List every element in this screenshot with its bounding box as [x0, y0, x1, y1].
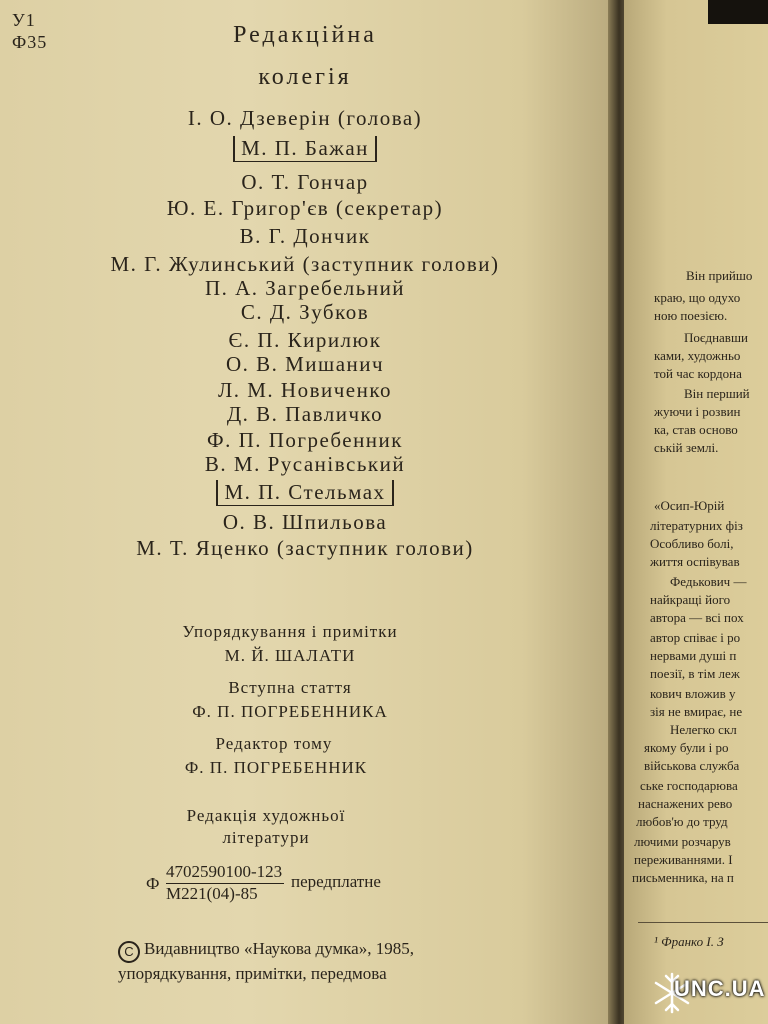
division-line1: Редакція художньої	[186, 806, 346, 825]
text-line: Особливо болі,	[650, 536, 734, 551]
board-member: М. Г. Жулинський (заступник голови)	[110, 252, 500, 276]
text-line: переживаннями. І	[634, 852, 733, 867]
division-line2: літератури	[222, 828, 310, 847]
board-title-line2: колегія	[258, 64, 352, 90]
watermark	[652, 968, 768, 1018]
intro-name: Ф. П. ПОГРЕБЕННИКА	[192, 702, 388, 721]
board-member-boxed	[15, 480, 595, 506]
copyright	[118, 938, 414, 985]
board-member: С. Д. Зубков	[240, 300, 370, 324]
text-line: Він перший	[684, 386, 750, 401]
arrangement-label: Упорядкування і примітки	[182, 622, 398, 641]
board-member: Ю. Е. Григор'єв (секретар)	[166, 196, 444, 220]
text-line: жуючи і розвин	[654, 404, 741, 419]
board-member: Д. В. Павличко	[226, 402, 384, 426]
background-corner	[708, 0, 768, 24]
text-line: любов'ю до труд	[636, 814, 728, 829]
board-member: Є. П. Кирилюк	[228, 328, 382, 352]
board-member: В. Г. Дончик	[239, 224, 371, 248]
text-line: автор співає і ро	[650, 630, 741, 645]
text-line: Федькович —	[670, 574, 747, 589]
text-line: той час кордона	[654, 366, 742, 381]
text-line: ною поезією.	[654, 308, 728, 323]
text-line: Він прийшо	[686, 268, 753, 283]
copyright-line2: упорядкування, примітки, передмова	[118, 964, 387, 983]
text-line: автора — всі пох	[650, 610, 744, 625]
board-member-name: М. П. Бажан	[233, 136, 377, 162]
text-line: кович вложив у	[650, 686, 736, 701]
text-line: життя оспівував	[650, 554, 740, 569]
right-page	[624, 0, 768, 1024]
board-member: Л. М. Новиченко	[218, 378, 392, 402]
text-line: нервами душі п	[650, 648, 737, 663]
text-line: військова служба	[644, 758, 740, 773]
text-line: Поєднавши	[684, 330, 748, 345]
text-line: ками, художньо	[654, 348, 741, 363]
text-line: літературних фіз	[650, 518, 743, 533]
board-member-name: М. П. Стельмах	[216, 480, 393, 506]
board-title-line1: Редакційна	[233, 22, 377, 48]
board-member: Ф. П. Погребенник	[206, 428, 403, 452]
board-member: О. В. Шпильова	[222, 510, 388, 534]
board-member: М. Т. Яценко (заступник голови)	[136, 536, 474, 560]
code-numerator: 4702590100-123	[166, 862, 283, 881]
text-line: лючими розчарув	[634, 834, 731, 849]
text-line: зія не вмирає, не	[650, 704, 743, 719]
watermark-text: UNC.UA	[674, 976, 766, 1001]
text-line: «Осип-Юрій	[654, 498, 725, 513]
text-line: якому були і ро	[644, 740, 729, 755]
footnote-rule	[638, 922, 768, 923]
editor-name: Ф. П. ПОГРЕБЕННИК	[184, 758, 368, 777]
board-member: О. В. Мишанич	[225, 352, 385, 376]
text-line: наснажених рево	[638, 796, 733, 811]
text-line: ській землі.	[654, 440, 719, 455]
arrangement-name: М. Й. ШАЛАТИ	[224, 646, 356, 665]
text-line: письменника, на п	[632, 870, 734, 885]
copyright-line1: Видавництво «Наукова думка», 1985,	[144, 939, 414, 958]
udc-code-2: Ф35	[12, 32, 48, 52]
text-line: краю, що одухо	[654, 290, 741, 305]
text-line: Нелегко скл	[670, 722, 737, 737]
intro-label: Вступна стаття	[228, 678, 352, 697]
udc-code-1: У1	[12, 10, 36, 30]
editor-label: Редактор тому	[215, 734, 333, 753]
copyright-icon: C	[118, 941, 140, 963]
footnote: ¹ Франко І. З	[654, 934, 724, 949]
board-member: В. М. Русанівський	[204, 452, 406, 476]
board-member-boxed	[15, 136, 595, 162]
text-line: ка, став осново	[654, 422, 738, 437]
code-letter: Ф	[146, 874, 160, 893]
board-member: П. А. Загребельний	[204, 276, 406, 300]
text-line: найкращі його	[650, 592, 731, 607]
text-line: ське господарюва	[640, 778, 738, 793]
board-member: І. О. Дзеверін (голова)	[187, 106, 423, 130]
board-member: О. Т. Гончар	[241, 170, 369, 194]
code-denominator: М221(04)-85	[166, 884, 258, 903]
code-note: передплатне	[291, 872, 381, 891]
text-line: поезії, в тім леж	[650, 666, 740, 681]
